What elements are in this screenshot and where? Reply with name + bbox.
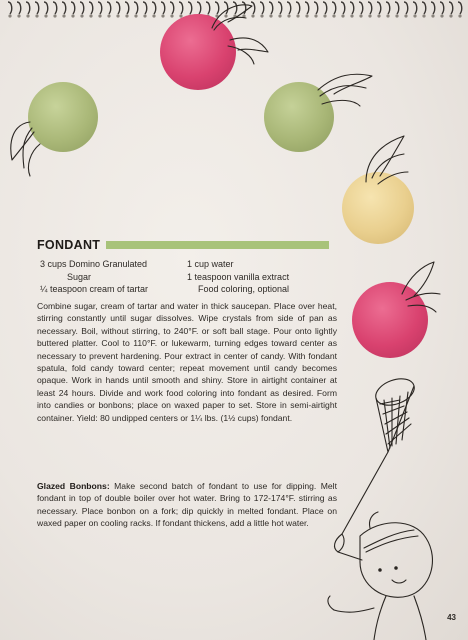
ingredient-line: Food coloring, optional [198,284,290,294]
ingredient-line: 3 cups Domino Granulated [40,259,148,269]
wing-icon [318,74,372,106]
wing-icon [11,122,40,176]
wing-icon [402,262,440,312]
ingredients-left [40,258,148,296]
recipe-heading [37,238,329,252]
ingredients-right [187,258,289,296]
wing-icon [212,5,268,64]
ingredient-line: Sugar [67,271,92,282]
glazed-bonbons-note [37,480,337,530]
heading-accent-bar [106,241,329,249]
recipe-title: FONDANT [37,238,101,252]
recipe-directions: Combine sugar, cream of tartar and water in thick saucepan. Place over heat, stirring constantly until sugar dissolves. Wipe crystals from side of pan as necessary. Boil, without stirring, to 240°F. or soft ball stage. Pour onto lightly buttered platter. Cool to 110°F. or lukewarm, turning edges toward center as necessary to prevent hardening. Pour extract in center of candy. With fondant spatula, fold candy toward center; repeat movement until candy becomes opaque. Work in hands until smooth and shiny. Store in airtight container at least 24 hours. Divide and work food coloring into fondant as desired. Form into candies or bonbons; place on waxed paper to set. Store in semi-airtight container. Yield: 80 undipped centers or 1¼ lbs. (1½ cups) fondant. [37,301,337,423]
ingredient-line: 1 teaspoon vanilla extract [187,271,290,282]
ingredient-line: ¼ teaspoon cream of tartar [40,284,149,294]
page-number: 43 [447,613,456,622]
variation-title: Glazed Bonbons: [37,481,110,491]
wing-icon [366,136,408,184]
variation-text: Make second batch of fondant to use for dipping. Melt fondant in top of double boiler over hot water. Bring to 172-174°F. stirring as necessary. Place bonbon on a fork; dip quickly in melted fondant. Place on waxed paper on cooling racks. If fondant thickens, add a little hot water. [37,481,337,529]
ingredient-line: 1 cup water [187,259,234,269]
butterfly-net-icon [342,374,418,534]
